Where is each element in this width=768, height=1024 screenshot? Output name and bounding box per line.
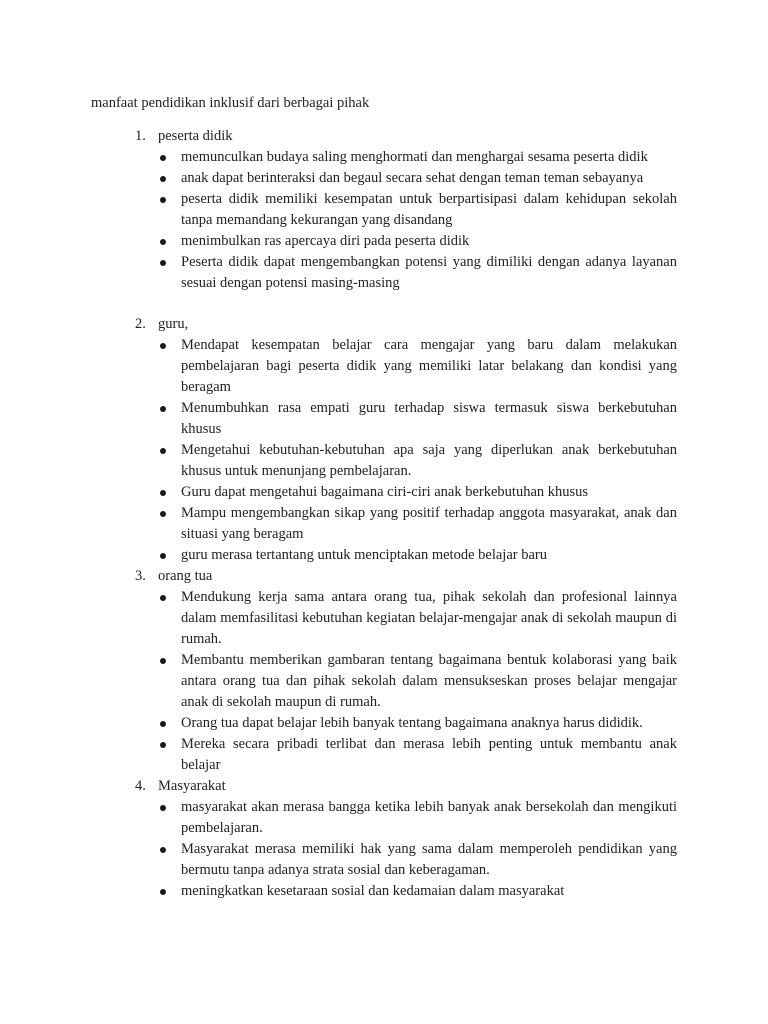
list-item [0,398,677,440]
list-item [0,545,677,566]
section-number: 3. [135,568,146,584]
bullet-icon [160,490,166,496]
list-item [0,734,677,776]
point-list [0,147,768,294]
list-item [0,713,677,734]
section-heading [0,776,768,797]
list-item [0,335,677,398]
bullet-icon [160,553,166,559]
list-item [0,797,677,839]
point-text: Orang tua dapat belajar lebih banyak tentang bagaimana anaknya harus dididik. [181,715,643,731]
point-text: Mendukung kerja sama antara orang tua, pihak sekolah dan profesional lainnya dalam memfasilitasi kebutuhan kegiatan belajar-mengajar anak di sekolah maupun di rumah. [181,589,677,647]
section-list [0,126,768,902]
bullet-icon [160,721,166,727]
point-text: masyarakat akan merasa bangga ketika lebih banyak anak bersekolah dan mengikuti pembelajaran. [181,799,677,836]
section-label: Masyarakat [158,778,226,794]
list-item [0,147,677,168]
point-text: Mengetahui kebutuhan-kebutuhan apa saja yang diperlukan anak berkebutuhan khusus untuk menunjang pembelajaran. [181,442,677,479]
point-text: Mendapat kesempatan belajar cara mengajar yang baru dalam melakukan pembelajaran bagi peserta didik yang memiliki latar belakang dan kondisi yang beragam [181,337,677,395]
point-text: Menumbuhkan rasa empati guru terhadap siswa termasuk siswa berkebutuhan khusus [181,400,677,437]
bullet-icon [160,742,166,748]
bullet-icon [160,889,166,895]
point-text: anak dapat berinteraksi dan begaul secara sehat dengan teman teman sebayanya [181,170,644,186]
bullet-icon [160,805,166,811]
section-heading [0,566,768,587]
list-item [0,189,677,231]
point-text: Mampu mengembangkan sikap yang positif terhadap anggota masyarakat, anak dan situasi yang beragam [181,505,677,542]
point-text: Guru dapat mengetahui bagaimana ciri-ciri anak berkebutuhan khusus [181,484,589,500]
point-text: meningkatkan kesetaraan sosial dan kedamaian dalam masyarakat [181,883,565,899]
list-item [0,839,677,881]
bullet-icon [160,343,166,349]
list-item [0,482,677,503]
section-orang-tua [0,566,768,776]
section-number: 4. [135,778,146,794]
bullet-icon [160,260,166,266]
section-label: guru, [158,316,189,332]
list-item [0,587,677,650]
point-list [0,587,768,776]
point-text: Peserta didik dapat mengembangkan potensi yang dimiliki dengan adanya layanan sesuai dengan potensi masing-masing [181,254,677,291]
section-number: 1. [135,128,146,144]
list-item [0,252,677,294]
document-title: manfaat pendidikan inklusif dari berbagai pihak [91,95,370,111]
list-item [0,231,677,252]
list-item [0,440,677,482]
section-heading [0,126,768,147]
bullet-icon [160,658,166,664]
section-label: peserta didik [158,128,233,144]
point-list [0,335,768,566]
bullet-icon [160,448,166,454]
section-peserta-didik [0,126,768,294]
bullet-icon [160,595,166,601]
bullet-icon [160,176,166,182]
list-item [0,881,677,902]
section-label: orang tua [158,568,213,584]
point-text: memunculkan budaya saling menghormati dan menghargai sesama peserta didik [181,149,648,165]
bullet-icon [160,406,166,412]
point-text: Membantu memberikan gambaran tentang bagaimana bentuk kolaborasi yang baik antara orang tua dan pihak sekolah dalam mensukseskan proses belajar mengajar anak di sekolah maupun di rumah. [181,652,677,710]
bullet-icon [160,155,166,161]
list-item [0,650,677,713]
section-masyarakat [0,776,768,902]
point-text: guru merasa tertantang untuk menciptakan metode belajar baru [181,547,547,563]
bullet-icon [160,239,166,245]
section-number: 2. [135,316,146,332]
point-text: Masyarakat merasa memiliki hak yang sama dalam memperoleh pendidikan yang bermutu tanpa adanya strata sosial dan keberagaman. [181,841,677,878]
list-item [0,503,677,545]
point-text: menimbulkan ras apercaya diri pada peserta didik [181,233,470,249]
bullet-icon [160,511,166,517]
section-guru [0,314,768,566]
point-text: Mereka secara pribadi terlibat dan merasa lebih penting untuk membantu anak belajar [181,736,677,773]
section-heading [0,314,768,335]
bullet-icon [160,197,166,203]
point-text: peserta didik memiliki kesempatan untuk berpartisipasi dalam kehidupan sekolah tanpa memandang kekurangan yang disandang [181,191,677,228]
bullet-icon [160,847,166,853]
point-list [0,797,768,902]
list-item [0,168,677,189]
